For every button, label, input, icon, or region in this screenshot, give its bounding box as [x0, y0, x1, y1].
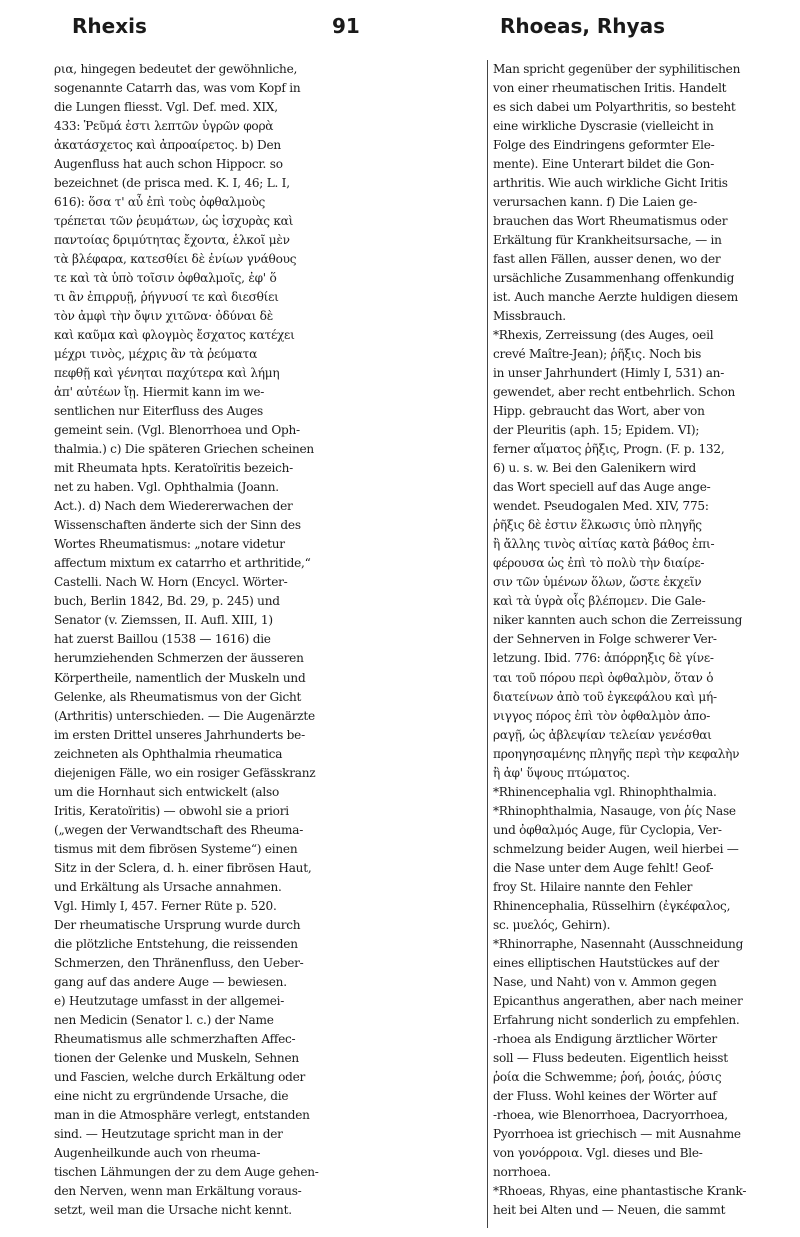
text-line: διατείνων ἀπὸ τοῦ ἐγκεφάλου καὶ μή-	[493, 689, 717, 704]
text-line: 433: Ῥεῦμά ἐστι λεπτῶν ὑγρῶν φορὰ	[54, 119, 274, 134]
text-line: mente). Eine Unterart bildet die Gon-	[493, 157, 715, 172]
text-line: norrhoea.	[493, 1164, 551, 1179]
left-text-column	[54, 60, 478, 1228]
text-line: Erkältung für Krankheitsursache, — in	[493, 233, 722, 248]
text-line: τε καὶ τὰ ὑπὸ τοῖσιν ὀφθαλμοῖς, ἐφ' ὅ	[54, 271, 277, 286]
text-line: Senator (v. Ziemssen, II. Aufl. XIII, 1)	[54, 613, 273, 628]
text-line: net zu haben. Vgl. Ophthalmia (Joann.	[54, 480, 279, 495]
text-line: 6) u. s. w. Bei den Galenikern wird	[493, 461, 696, 476]
text-line: (Arthritis) unterschieden. — Die Augenärzte	[54, 708, 315, 723]
text-line: *Rhoeas, Rhyas, eine phantastische Krank-	[493, 1183, 747, 1198]
right-text-column	[493, 60, 793, 1228]
text-line: φέρουσα ὡς ἐπὶ τὸ πολὺ τὴν διαίρε-	[493, 556, 705, 571]
text-line: Nase, und Naht) von v. Ammon gegen	[493, 974, 717, 989]
text-line: nen Medicin (Senator l. c.) der Name	[54, 1012, 274, 1027]
text-line: Erfahrung nicht sonderlich zu empfehlen.	[493, 1012, 740, 1027]
text-line: Pyorrhoea ist griechisch — mit Ausnahme	[493, 1126, 741, 1141]
text-line: schmelzung beider Augen, weil hierbei —	[493, 841, 739, 856]
text-line: niker kannten auch schon die Zerreissung	[493, 613, 743, 628]
running-header	[0, 10, 800, 38]
text-line: gewendet, aber recht entbehrlich. Schon	[493, 385, 736, 400]
text-line: den Nerven, wenn man Erkältung voraus-	[54, 1183, 302, 1198]
text-line: μέχρι τινὸς, μέχρις ἂν τὰ ῥεύματα	[54, 347, 258, 362]
text-line: Augenfluss hat auch schon Hippocr. so	[54, 157, 283, 172]
text-line: ursächliche Zusammenhang offenkundig	[493, 271, 735, 286]
text-line: τι ἂν ἐπιρρυῇ, ῥήγνυσί τε καὶ διεσθίει	[54, 290, 279, 305]
text-line: die Lungen fliesst. Vgl. Def. med. XIX,	[54, 100, 278, 115]
text-line: mit Rheumata hpts. Keratoïritis bezeich-	[54, 461, 293, 476]
text-line: ἀκατάσχετος καὶ ἀπροαίρετος. b) Den	[54, 138, 281, 153]
text-line: τρέπεται τῶν ῥευμάτων, ὡς ἰσχυρὰς καὶ	[54, 214, 294, 229]
text-line: im ersten Drittel unseres Jahrhunderts be-	[54, 727, 305, 742]
text-line: herumziehenden Schmerzen der äusseren	[54, 651, 304, 666]
text-line: 616): ὅσα τ' αὖ ἐπὶ τοὺς ὀφθαλμοὺς	[54, 195, 266, 210]
text-line: Man spricht gegenüber der syphilitischen	[493, 62, 741, 76]
text-line: ρια, hingegen bedeutet der gewöhnliche,	[54, 62, 298, 76]
text-line: e) Heutzutage umfasst in der allgemei-	[54, 993, 285, 1008]
text-line: τὸν ἀμφὶ τὴν ὄψιν χιτῶνα· ὀδύναι δὲ	[54, 309, 273, 324]
text-line: *Rhinophthalmia, Nasauge, von ῥίς Nase	[493, 803, 736, 818]
text-line: πεφθῇ καὶ γένηται παχύτερα καὶ λήμη	[54, 366, 280, 381]
text-line: ται τοῦ πόρου περὶ ὀφθαλμὸν, ὅταν ὁ	[493, 670, 714, 685]
text-line: Körpertheile, namentlich der Muskeln und	[54, 670, 306, 685]
text-line: -rhoea, wie Blenorrhoea, Dacryorrhoea,	[493, 1107, 728, 1122]
text-line: tionen der Gelenke und Muskeln, Sehnen	[54, 1050, 299, 1065]
text-line: *Rhinencephalia vgl. Rhinophthalmia.	[493, 784, 717, 799]
text-line: setzt, weil man die Ursache nicht kennt.	[54, 1202, 292, 1217]
text-line: affectum mixtum ex catarrho et arthritide,“	[54, 556, 311, 571]
text-line: um die Hornhaut sich entwickelt (also	[54, 784, 279, 799]
text-line: bezeichnet (de prisca med. K. I, 46; L. I,	[54, 176, 290, 191]
header-right-headword: Rhoeas, Rhyas	[500, 14, 665, 38]
text-line: ἢ ἄλλης τινὸς αἰτίας κατὰ βάθος ἐπι-	[493, 537, 715, 552]
text-line: brauchen das Wort Rheumatismus oder	[493, 214, 728, 229]
text-line: *Rhinorraphe, Nasennaht (Ausschneidung	[493, 936, 744, 951]
text-line: τὰ βλέφαρα, κατεσθίει δὲ ἐνίων γνάθους	[54, 252, 297, 267]
text-line: παντοίας δριμύτητας ἔχοντα, ἑλκοῖ μὲν	[54, 233, 290, 248]
text-line: verursachen kann. f) Die Laien ge-	[493, 195, 697, 210]
text-line: („wegen der Verwandtschaft des Rheuma-	[54, 822, 304, 837]
text-line: gang auf das andere Auge — bewiesen.	[54, 974, 287, 989]
header-left-headword: Rhexis	[72, 14, 147, 38]
text-line: Hipp. gebraucht das Wort, aber von	[493, 404, 705, 419]
text-line: hat zuerst Baillou (1538 — 1616) die	[54, 632, 271, 647]
text-line: Act.). d) Nach dem Wiedererwachen der	[54, 499, 293, 514]
text-line: Castelli. Nach W. Horn (Encycl. Wörter-	[54, 575, 288, 590]
text-line: die Nase unter dem Auge fehlt! Geof-	[493, 860, 714, 875]
text-line: Iritis, Keratoïritis) — obwohl sie a priori	[54, 803, 289, 818]
text-line: ῥῆξις δὲ ἐστιν ἕλκωσις ὑπὸ πληγῆς	[493, 518, 702, 533]
text-line: ist. Auch manche Aerzte huldigen diesem	[493, 290, 738, 305]
text-line: Vgl. Himly I, 457. Ferner Rüte p. 520.	[54, 898, 277, 913]
text-line: sentlichen nur Eiterfluss des Auges	[54, 404, 264, 419]
text-line: und ὀφθαλμός Auge, für Cyclopia, Ver-	[493, 822, 722, 837]
text-line: man in die Atmosphäre verlegt, entstanden	[54, 1107, 310, 1122]
text-line: froy St. Hilaire nannte den Fehler	[493, 879, 693, 894]
text-line: eine wirkliche Dyscrasie (vielleicht in	[493, 119, 714, 134]
text-line: ραγῇ, ὡς ἀβλεψίαν τελείαν γενέσθαι	[493, 727, 712, 742]
text-line: Wortes Rheumatismus: „notare videtur	[54, 537, 285, 552]
text-line: zeichneten als Ophthalmia rheumatica	[54, 746, 283, 761]
text-line: sogenannte Catarrh das, was vom Kopf in	[54, 81, 301, 96]
text-line: wendet. Pseudogalen Med. XIV, 775:	[493, 499, 709, 514]
text-line: und Erkältung als Ursache annahmen.	[54, 879, 282, 894]
text-line: arthritis. Wie auch wirkliche Gicht Iritis	[493, 176, 728, 191]
text-line: sind. — Heutzutage spricht man in der	[54, 1126, 283, 1141]
text-line: in unser Jahrhundert (Himly I, 531) an-	[493, 366, 725, 381]
text-line: Augenheilkunde auch von rheuma-	[54, 1145, 261, 1160]
text-line: thalmia.) c) Die späteren Griechen scheinen	[54, 442, 314, 457]
text-line: eines elliptischen Hautstückes auf der	[493, 955, 719, 970]
text-line: fast allen Fällen, ausser denen, wo der	[493, 252, 721, 267]
text-line: der Pleuritis (aph. 15; Epidem. VI);	[493, 423, 700, 438]
text-line: Rhinencephalia, Rüsselhirn (ἐγκέφαλος,	[493, 898, 731, 913]
text-line: Der rheumatische Ursprung wurde durch	[54, 917, 301, 932]
text-line: buch, Berlin 1842, Bd. 29, p. 245) und	[54, 594, 280, 609]
text-line: das Wort speciell auf das Auge ange-	[493, 480, 711, 495]
text-line: νιγγος πόρος ἐπὶ τὸν ὀφθαλμὸν ἀπο-	[493, 708, 711, 723]
text-line: ferner αἵματος ῥῆξις, Progn. (F. p. 132,	[493, 442, 725, 457]
text-line: Gelenke, als Rheumatismus von der Gicht	[54, 689, 302, 704]
text-line: der Fluss. Wohl keines der Wörter auf	[493, 1088, 717, 1103]
text-line: *Rhexis, Zerreissung (des Auges, oeil	[493, 328, 714, 343]
text-line: gemeint sein. (Vgl. Blenorrhoea und Oph-	[54, 423, 300, 438]
text-line: ἀπ' αὐτέων ἴῃ. Hiermit kann im we-	[54, 385, 265, 400]
text-line: Sitz in der Sclera, d. h. einer fibrösen Haut,	[54, 860, 312, 875]
text-line: soll — Fluss bedeuten. Eigentlich heisst	[493, 1050, 728, 1065]
text-line: προηγησαμένης πληγῆς περὶ τὴν κεφαλὴν	[493, 746, 740, 761]
column-divider	[487, 60, 488, 1228]
text-line: σιν τῶν ὑμένων ὅλων, ὥστε ἐκχεῖν	[493, 575, 702, 590]
text-line: Wissenschaften änderte sich der Sinn des	[54, 518, 301, 533]
text-line: Rheumatismus alle schmerzhaften Affec-	[54, 1031, 296, 1046]
text-line: ῥοία die Schwemme; ῥοή, ῥοιάς, ῥύσις	[493, 1069, 722, 1084]
text-line: Schmerzen, den Thränenfluss, den Ueber-	[54, 955, 304, 970]
text-line: ἢ ἀφ' ὕψους πτώματος.	[493, 765, 630, 780]
text-line: Folge des Eindringens geformter Ele-	[493, 138, 715, 153]
text-line: Missbrauch.	[493, 309, 566, 324]
text-line: -rhoea als Endigung ärztlicher Wörter	[493, 1031, 717, 1046]
text-line: diejenigen Fälle, wo ein rosiger Gefässkranz	[54, 765, 316, 780]
text-line: tismus mit dem fibrösen Systeme“) einen	[54, 841, 298, 856]
text-line: die plötzliche Entstehung, die reissenden	[54, 936, 298, 951]
text-line: καὶ καῦμα καὶ φλογμὸς ἔσχατος κατέχει	[54, 328, 295, 343]
text-line: καὶ τὰ ὑγρὰ οἷς βλέπομεν. Die Gale-	[493, 594, 706, 609]
text-line: heit bei Alten und — Neuen, die sammt	[493, 1202, 726, 1217]
text-line: der Sehnerven in Folge schwerer Ver-	[493, 632, 717, 647]
text-line: von γονόρροια. Vgl. dieses und Ble-	[493, 1145, 703, 1160]
text-line: von einer rheumatischen Iritis. Handelt	[493, 81, 727, 96]
text-line: es sich dabei um Polyarthritis, so besteht	[493, 100, 736, 115]
text-line: letzung. Ibid. 776: ἀπόρρηξις δὲ γίνε-	[493, 651, 714, 666]
text-line: sc. μυελός, Gehirn).	[493, 917, 611, 932]
text-line: und Fascien, welche durch Erkältung oder	[54, 1069, 306, 1084]
text-line: crevé Maître-Jean); ῥῆξις. Noch bis	[493, 347, 702, 362]
text-line: tischen Lähmungen der zu dem Auge gehen-	[54, 1164, 319, 1179]
page-number: 91	[332, 14, 360, 38]
text-line: Epicanthus angerathen, aber nach meiner	[493, 993, 743, 1008]
text-line: eine nicht zu ergründende Ursache, die	[54, 1088, 289, 1103]
